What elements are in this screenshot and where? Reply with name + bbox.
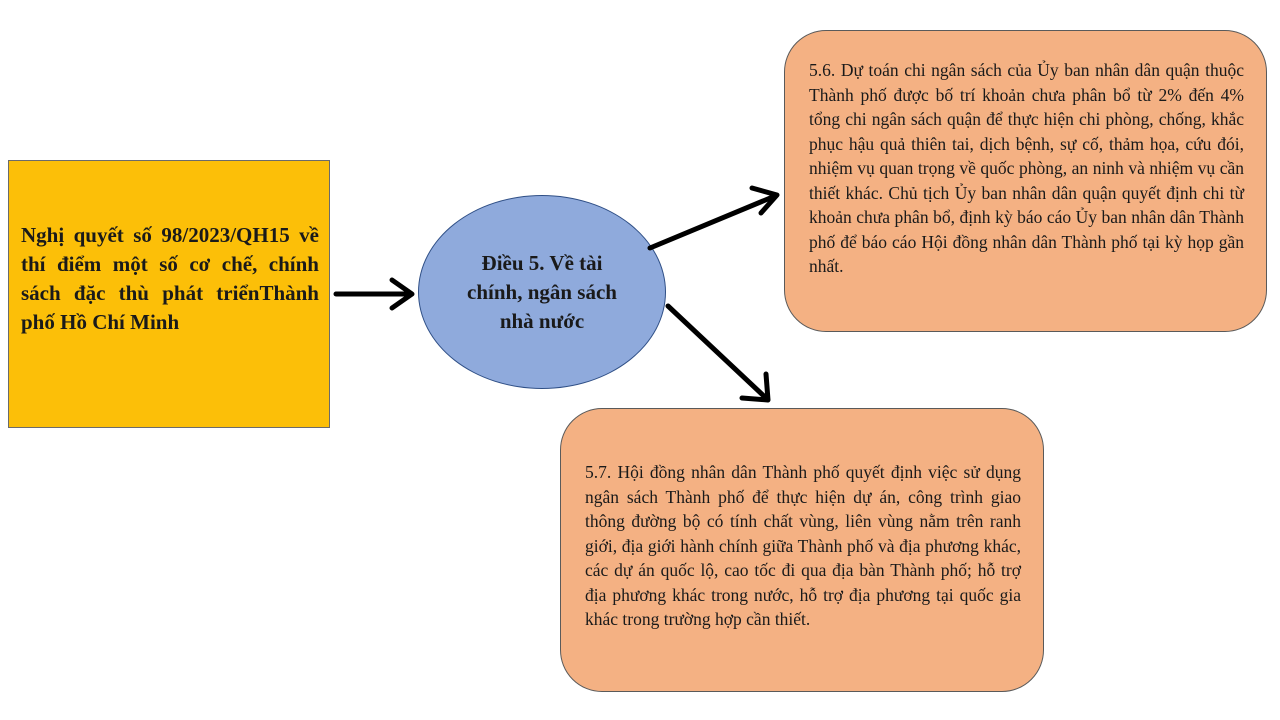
source-resolution-text: Nghị quyết số 98/2023/QH15 về thí điểm một số cơ chế, chính sách đặc thù phát triểnThành phố Hồ Chí Minh — [21, 223, 319, 334]
arrow-article-to-5-7 — [668, 306, 768, 400]
arrow-article-to-5-6 — [650, 188, 777, 248]
article-5-title: Điều 5. Về tài chính, ngân sách nhà nước — [467, 250, 617, 333]
clause-5-7-text: 5.7. Hội đồng nhân dân Thành phố quyết định việc sử dụng ngân sách Thành phố để thực hiện dự án, công trình giao thông đường bộ có tính chất vùng, liên vùng nằm trên ranh giới, địa giới hành chính giữa Thành phố và địa phương khác, các dự án quốc lộ, cao tốc đi qua địa bàn Thành phố; hỗ trợ địa phương khác trong nước, hỗ trợ địa phương tại quốc gia khác trong trường hợp cần thiết. — [585, 462, 1021, 629]
arrow-source-to-article — [336, 280, 412, 308]
clause-5-6-text: 5.6. Dự toán chi ngân sách của Ủy ban nhân dân quận thuộc Thành phố được bố trí khoản chưa phân bổ từ 2% đến 4% tổng chi ngân sách quận để thực hiện chi phòng, chống, khắc phục hậu quả thiên tai, dịch bệnh, sự cố, thảm họa, cứu đói, nhiệm vụ quan trọng về quốc phòng, an ninh và nhiệm vụ cần thiết khác. Chủ tịch Ủy ban nhân dân quận quyết định chi từ khoản chưa phân bổ, định kỳ báo cáo Ủy ban nhân dân Thành phố để báo cáo Hội đồng nhân dân Thành phố tại kỳ họp gần nhất. — [809, 60, 1244, 276]
